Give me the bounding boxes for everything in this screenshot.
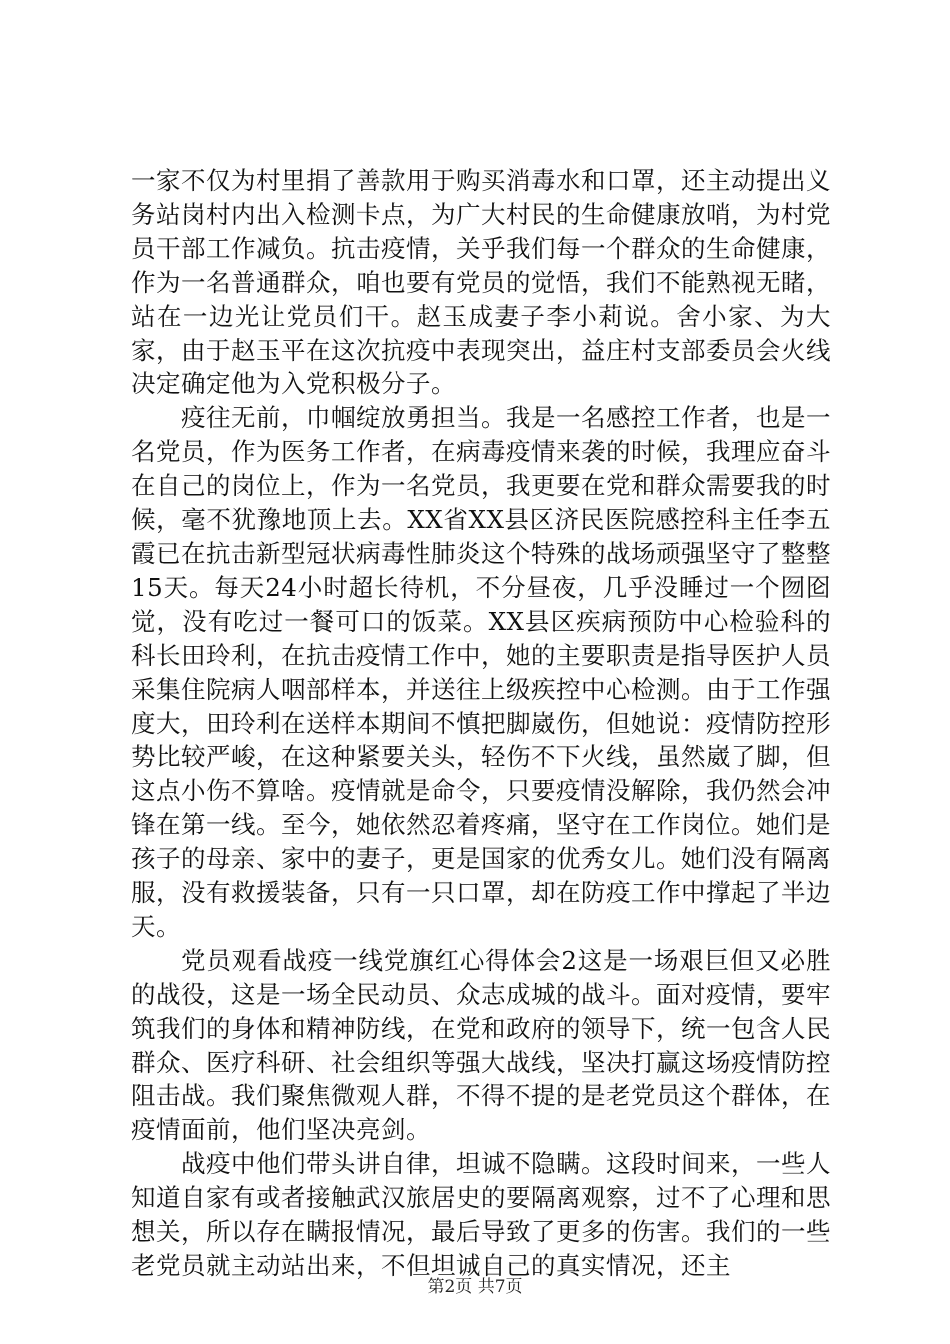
page-number-label: 第2页 共7页 — [427, 1277, 523, 1297]
page-footer — [0, 1277, 950, 1297]
paragraph-1: 一家不仅为村里捐了善款用于购买消毒水和口罩，还主动提出义务站岗村内出入检测卡点，为广大村民的生命健康放哨，为村党员干部工作减负。抗击疫情，关乎我们每一个群众的生命健康，作为一名普通群众，咱也要有党员的觉悟，我们不能熟视无睹，站在一边光让党员们干。赵玉成妻子李小莉说。舍小家、为大家，由于赵玉平在这次抗疫中表现突出，益庄村支部委员会火线决定确定他为入党积极分子。 — [131, 166, 831, 399]
paragraph-4: 战疫中他们带头讲自律，坦诚不隐瞒。这段时间来，一些人知道自家有或者接触武汉旅居史的要隔离观察，过不了心理和思想关，所以存在瞒报情况，最后导致了更多的伤害。我们的一些老党员就主动站出来，不但坦诚自己的真实情况，还主 — [131, 1149, 831, 1280]
document-body — [131, 164, 831, 1283]
paragraph-2: 疫往无前，巾帼绽放勇担当。我是一名感控工作者，也是一名党员，作为医务工作者，在病毒疫情来袭的时候，我理应奋斗在自己的岗位上，作为一名党员，我更要在党和群众需要我的时候，毫不犹豫地顶上去。XX省XX县区济民医院感控科主任李五霞已在抗击新型冠状病毒性肺炎这个特殊的战场顽强坚守了整整15天。每天24小时超长待机，不分昼夜，几乎没睡过一个囫囵觉，没有吃过一餐可口的饭菜。XX县区疾病预防中心检验科的科长田玲利，在抗击疫情工作中，她的主要职责是指导医护人员采集住院病人咽部样本，并送往上级疾控中心检测。由于工作强度大，田玲利在送样本期间不慎把脚崴伤，但她说：疫情防控形势比较严峻，在这种紧要关头，轻伤不下火线，虽然崴了脚，但这点小伤不算啥。疫情就是命令，只要疫情没解除，我仍然会冲锋在第一线。至今，她依然忍着疼痛，坚守在工作岗位。她们是孩子的母亲、家中的妻子，更是国家的优秀女儿。她们没有隔离服，没有救援装备，只有一只口罩，却在防疫工作中撑起了半边天。 — [131, 403, 831, 941]
paragraph-3: 党员观看战疫一线党旗红心得体会2这是一场艰巨但又必胜的战役，这是一场全民动员、众志成城的战斗。面对疫情，要牢筑我们的身体和精神防线，在党和政府的领导下，统一包含人民群众、医疗科研、社会组织等强大战线，坚决打赢这场疫情防控阻击战。我们聚焦微观人群，不得不提的是老党员这个群体，在疫情面前，他们坚决亮剑。 — [131, 945, 831, 1145]
